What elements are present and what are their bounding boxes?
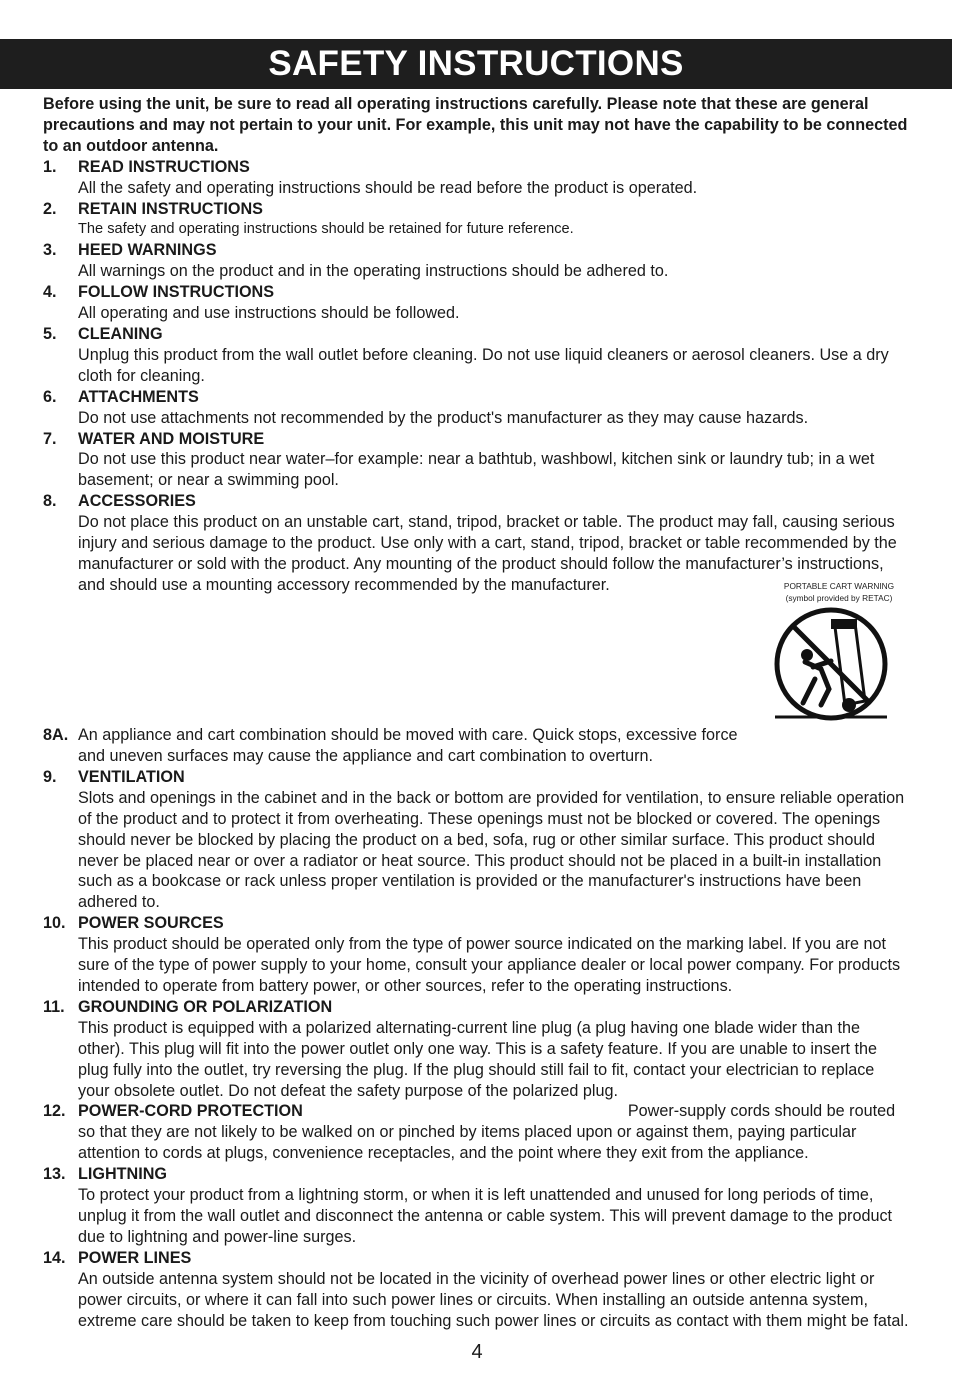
item-heading: CLEANING bbox=[78, 324, 163, 343]
item-number: 8A. bbox=[43, 726, 69, 745]
item-text: All warnings on the product and in the operating instructions should be adhered to. bbox=[78, 262, 669, 281]
item-text: Do not place this product on an unstable cart, stand, tripod, bracket or table. The product may fall, causing serious injury and serious damage to the product. Use only with a cart, stand, tripod, bracket or table recommended by the manufacturer or sold with the product. Any mounting of the product should follow the manufacturer’s instructions, and should use a mounting accessory recommended by the manufacturer. bbox=[78, 513, 897, 594]
item-text: This product should be operated only from the type of power source indicated on the marking label. If you are not sure of the type of power supply to your home, consult your appliance dealer or local power company. For products intended to operate from battery power, or other sources, refer to the operating instructions. bbox=[78, 935, 901, 995]
page-title: SAFETY INSTRUCTIONS bbox=[268, 44, 684, 83]
item-number: 11. bbox=[43, 997, 65, 1016]
item-heading: POWER LINES bbox=[78, 1248, 192, 1267]
instructions-content bbox=[43, 94, 909, 1331]
item-number: 3. bbox=[43, 241, 57, 260]
item-heading: VENTILATION bbox=[78, 767, 185, 786]
instruction-item-3 bbox=[43, 240, 909, 282]
item-number: 8. bbox=[43, 492, 57, 511]
item-text: An appliance and cart combination should be moved with care. Quick stops, excessive force and uneven surfaces may cause the appliance and cart combination to overturn. bbox=[78, 726, 738, 766]
item-text: Do not use this product near water–for example: near a bathtub, washbowl, kitchen sink or laundry tub; in a wet basement; or near a swimming pool. bbox=[78, 450, 875, 490]
portable-cart-warning-figure bbox=[769, 575, 909, 725]
instruction-item-10 bbox=[43, 913, 909, 997]
accessories-and-ventilation-block bbox=[43, 491, 909, 725]
item-heading: RETAIN INSTRUCTIONS bbox=[78, 199, 263, 218]
item-number: 13. bbox=[43, 1165, 66, 1184]
portable-cart-warning-icon bbox=[769, 605, 909, 725]
instruction-item-14 bbox=[43, 1248, 909, 1332]
instruction-item-4 bbox=[43, 282, 909, 324]
page-number: 4 bbox=[471, 1341, 483, 1363]
item-number: 14. bbox=[43, 1248, 66, 1267]
item-text: To protect your product from a lightning storm, or when it is left unattended and unused for long periods of time, unplug it from the wall outlet and disconnect the antenna or cable system. This will prevent damage to the product due to lightning and power-line surges. bbox=[78, 1186, 893, 1246]
instruction-item-1 bbox=[43, 157, 909, 199]
item-text: Power-supply cords should be routed so that they are not likely to be walked on or pinched by items placed upon or against them, paying particular attention to cords at plugs, convenience receptacles, and the point where they exit from the appliance. bbox=[78, 1102, 896, 1163]
item-text: The safety and operating instructions should be retained for future reference. bbox=[78, 221, 574, 238]
instruction-item-9 bbox=[43, 767, 909, 913]
intro-paragraph: Before using the unit, be sure to read all operating instructions carefully. Please note that these are general precautions and may not pertain to your unit. For example, this unit may not have the capability to be connected to an outdoor antenna. bbox=[43, 95, 908, 155]
title-banner bbox=[0, 39, 952, 89]
item-heading: GROUNDING OR POLARIZATION bbox=[78, 997, 333, 1016]
item-heading: WATER AND MOISTURE bbox=[78, 429, 265, 448]
instruction-item-8a bbox=[43, 725, 909, 767]
instruction-item-12 bbox=[43, 1101, 909, 1164]
item-text: All the safety and operating instructions should be read before the product is operated. bbox=[78, 178, 698, 197]
item-number: 4. bbox=[43, 283, 57, 302]
item-number: 1. bbox=[43, 157, 57, 176]
instruction-item-8 bbox=[43, 491, 909, 725]
instruction-item-11 bbox=[43, 997, 909, 1102]
item-text: Do not use attachments not recommended by the product's manufacturer as they may cause hazards. bbox=[78, 408, 809, 427]
instruction-item-13 bbox=[43, 1164, 909, 1248]
item-heading: HEED WARNINGS bbox=[78, 241, 217, 260]
item-number: 6. bbox=[43, 387, 57, 406]
item-heading: POWER-CORD PROTECTION bbox=[78, 1102, 303, 1121]
item-number: 2. bbox=[43, 199, 57, 218]
instruction-item-6 bbox=[43, 387, 909, 429]
instruction-item-5 bbox=[43, 324, 909, 387]
instruction-item-7 bbox=[43, 429, 909, 492]
item-text: Unplug this product from the wall outlet before cleaning. Do not use liquid cleaners or aerosol cleaners. Use a dry cloth for cleaning. bbox=[78, 345, 889, 385]
item-number: 7. bbox=[43, 429, 57, 448]
item-heading: LIGHTNING bbox=[78, 1165, 168, 1184]
item-number: 5. bbox=[43, 324, 57, 343]
item-number: 9. bbox=[43, 767, 57, 786]
item-heading: ACCESSORIES bbox=[78, 492, 196, 511]
item-number: 10. bbox=[43, 914, 66, 933]
instruction-item-2 bbox=[43, 199, 909, 241]
item-heading: READ INSTRUCTIONS bbox=[78, 157, 250, 176]
figure-caption: PORTABLE CART WARNING bbox=[783, 581, 895, 592]
item-text: Slots and openings in the cabinet and in the back or bottom are provided for ventilation, to ensure reliable operation of the product and to protect it from overheating. These openings must not be blocked or covered. The openings should never be blocked by placing the product on a bed, sofa, rug or other similar surface. This product should never be placed near or over a radiator or heat source. This product should not be placed in a built-in installation such as a bookcase or rack unless proper ventilation is provided or the manufacturer's instructions have been adhered to. bbox=[78, 788, 905, 912]
item-text: This product is equipped with a polarized alternating-current line plug (a plug having one blade wider than the other). This plug will fit into the power outlet only one way. This is a safety feature. If you are unable to insert the plug fully into the outlet, try reversing the plug. If the plug should still fail to fit, contact your electrician to replace your obsolete outlet. Do not defeat the safety purpose of the polarized plug. bbox=[78, 1018, 878, 1100]
item-heading: ATTACHMENTS bbox=[78, 387, 199, 406]
figure-subcaption: (symbol provided by RETAC) bbox=[785, 593, 893, 604]
item-text: An outside antenna system should not be located in the vicinity of overhead power lines or other electric light or power circuits, or where it can fall into such power lines or circuits. When installing an outside antenna system, extreme care should be taken to keep from touching such power lines or circuits as contact with them might be fatal. bbox=[78, 1269, 909, 1330]
item-number: 12. bbox=[43, 1102, 66, 1121]
item-text: All operating and use instructions should be followed. bbox=[78, 304, 460, 323]
item-heading: POWER SOURCES bbox=[78, 914, 224, 933]
item-heading: FOLLOW INSTRUCTIONS bbox=[78, 283, 275, 302]
